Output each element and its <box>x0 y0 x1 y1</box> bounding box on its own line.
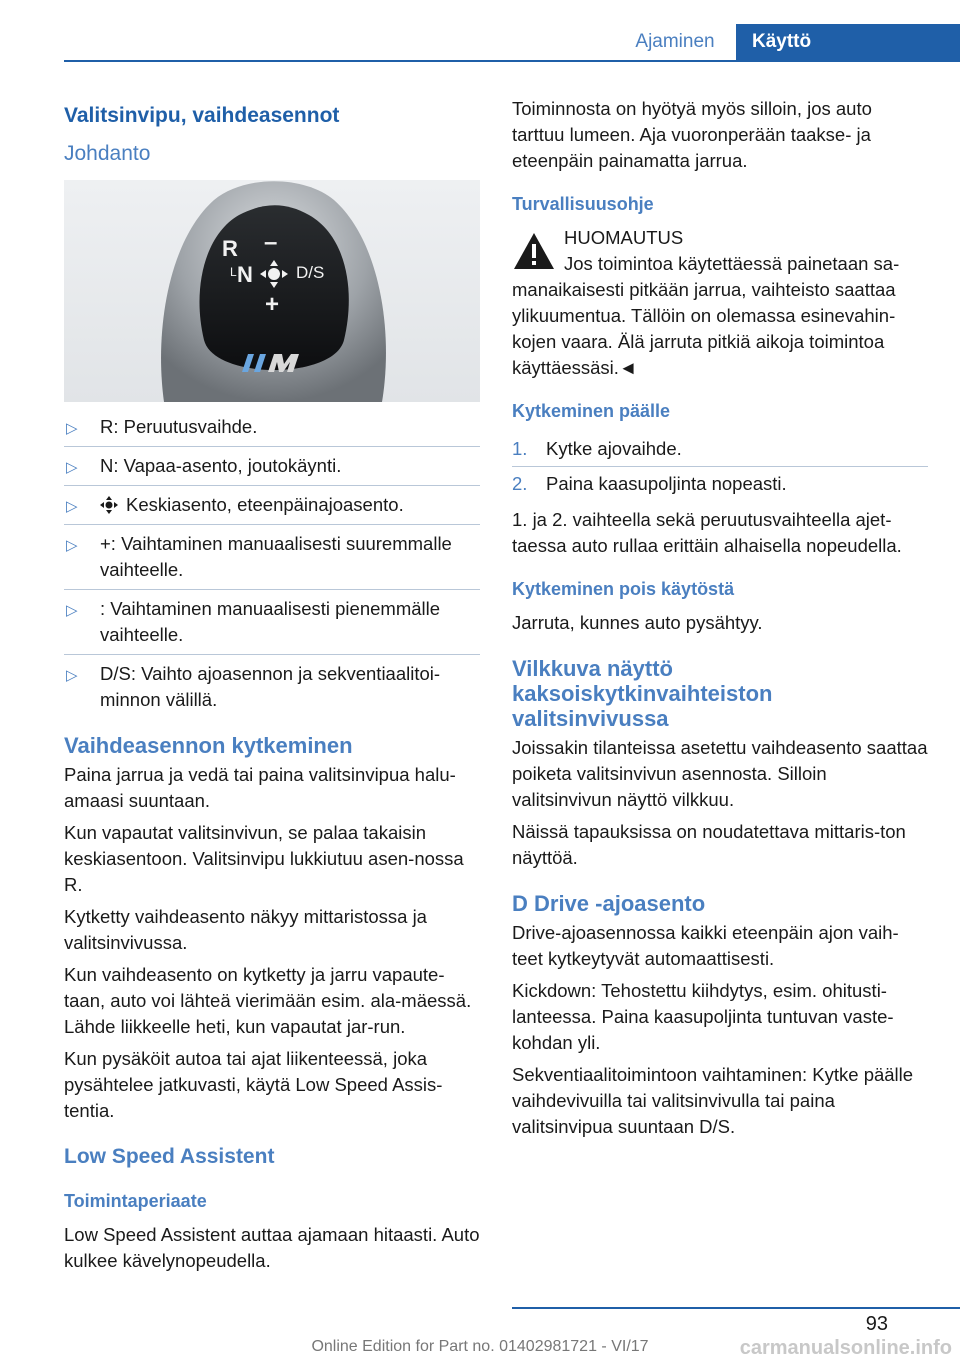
paragraph: Low Speed Assistent auttaa ajamaan hitaasti. Auto kulkee kävelynopeudella. <box>64 1224 480 1271</box>
triangle-bullet-icon: ▷ <box>66 498 78 515</box>
paragraph: Toiminnosta on hyötyä myös silloin, jos auto tarttuu lumeen. Aja vuoronperään taakse- ja eteenpäin painamatta jarrua. <box>512 98 872 171</box>
triangle-bullet-icon: ▷ <box>66 667 78 684</box>
warning-triangle-icon <box>512 231 556 271</box>
paragraph: Kickdown: Tehostettu kiihdytys, esim. ohitusti-lanteessa. Paina kaasupoljinta tuntuvan vaste-kohdan yli. <box>512 980 894 1053</box>
footer-rule <box>512 1307 960 1309</box>
figure-label-ds: D/S <box>296 263 325 282</box>
paragraph: Kun vaihdeasento on kytketty ja jarru vapaute-taan, auto voi lähteä vierimään esim. ala-mäessä. Lähde liikkeelle heti, kun vapautat jar-run. <box>64 964 472 1037</box>
paragraph: Paina jarrua ja vedä tai paina valitsinvipua halu-amaasi suuntaan. <box>64 764 456 811</box>
paragraph: Näissä tapauksissa on noudatettava mittaris-ton näyttöä. <box>512 821 906 868</box>
paragraph: Kytketty vaihdeasento näkyy mittaristossa ja valitsinvivussa. <box>64 906 427 953</box>
triangle-bullet-icon: ▷ <box>66 537 78 554</box>
paragraph: Kun pysäköit autoa tai ajat liikenteessä, joka pysähtelee jatkuvasti, käytä Low Speed Assis-tentia. <box>64 1048 443 1121</box>
drive-heading: D Drive -ajoasento <box>512 891 706 916</box>
header-rule <box>64 60 960 62</box>
paragraph: Jarruta, kunnes auto pysähtyy. <box>512 612 763 633</box>
gear-engage-heading: Vaihdeasennon kytkeminen <box>64 733 353 758</box>
paragraph: 1. ja 2. vaihteella sekä peruutusvaihteella ajet-taessa auto rullaa erittäin alhaisella nopeudella. <box>512 509 902 556</box>
list-item: ▷ R: Peruutusvaihde. <box>64 408 480 447</box>
intro-heading: Johdanto <box>64 142 151 165</box>
paragraph: Joissakin tilanteissa asetettu vaihdeasento saattaa poiketa valitsinvivun asennosta. Silloin valitsinvivun näyttö vilkkuu. <box>512 737 928 810</box>
warning-text: Jos toimintoa käytettäessä painetaan sa-manaikaisesti pitkään jarrua, vaihteisto saattaa ylikuumentua. Tällöin on olemassa esinevahin-kojen vaara. Älä jarruta pitkiä aikoja toimintoa käyttäessäsi.◄ <box>512 253 900 378</box>
page-number: 93 <box>865 1313 888 1335</box>
watermark: carmanualsonline.info <box>739 1337 952 1359</box>
triangle-bullet-icon: ▷ <box>66 459 78 476</box>
edition-footer: Online Edition for Part no. 01402981721 - VI/17 <box>311 1338 649 1355</box>
figure-label-minus: – <box>264 229 278 256</box>
figure-label-l: L <box>230 265 237 279</box>
gear-selector-figure <box>64 180 480 402</box>
switch-off-heading: Kytkeminen pois käytöstä <box>512 579 735 599</box>
figure-label-n: N <box>237 262 253 287</box>
triangle-bullet-icon: ▷ <box>66 602 78 619</box>
paragraph: Drive-ajoasennossa kaikki eteenpäin ajon vaih-teet kytkeytyvät automaattisesti. <box>512 922 899 969</box>
safety-heading: Turvallisuusohje <box>512 194 654 214</box>
blinking-display-heading: Vilkkuva näyttö kaksoiskytkinvaihteiston valitsinvivussa <box>512 656 773 731</box>
header-section-tab: Ajaminen <box>635 31 715 52</box>
paragraph: Sekventiaalitoimintoon vaihtaminen: Kytke päälle vaihdevivuilla tai valitsinvivulla tai paina valitsinvipua suuntaan D/S. <box>512 1064 914 1137</box>
triangle-bullet-icon: ▷ <box>66 420 78 437</box>
center-position-icon <box>100 496 118 514</box>
list-item: ▷ D/S: Vaihto ajoasennon ja sekventiaalitoi-minnon välillä. <box>66 663 441 710</box>
gear-position-list <box>64 408 480 719</box>
list-item: ▷ N: Vapaa-asento, joutokäynti. <box>64 447 480 486</box>
list-item: 1. Kytke ajovaihde. <box>512 432 928 467</box>
page-title: Valitsinvipu, vaihdeasennot <box>64 104 340 127</box>
list-item: ▷ : Vaihtaminen manuaalisesti pienemmälle vaihteelle. <box>64 590 480 655</box>
lsa-heading: Low Speed Assistent <box>64 1145 275 1168</box>
left-column <box>64 96 480 1280</box>
list-item: ▷ Keskiasento, eteenpäinajoasento. <box>64 486 480 525</box>
principle-heading: Toimintaperiaate <box>64 1191 207 1211</box>
switch-on-steps <box>512 432 928 501</box>
list-item: 2. Paina kaasupoljinta nopeasti. <box>512 473 787 494</box>
right-column <box>512 96 928 1146</box>
figure-label-r: R <box>222 236 238 261</box>
warning-block <box>512 225 928 381</box>
list-item: ▷ +: Vaihtaminen manuaalisesti suuremmalle vaihteelle. <box>64 525 480 590</box>
gear-knob-illustration <box>64 180 480 402</box>
header-chapter-tab: Käyttö <box>736 24 960 60</box>
figure-label-plus: + <box>265 291 280 318</box>
paragraph: Kun vapautat valitsinvivun, se palaa takaisin keskiasentoon. Valitsinvipu lukkiutuu asen-nossa R. <box>64 822 464 895</box>
warning-title: HUOMAUTUS <box>564 227 684 248</box>
switch-on-heading: Kytkeminen päälle <box>512 401 671 421</box>
